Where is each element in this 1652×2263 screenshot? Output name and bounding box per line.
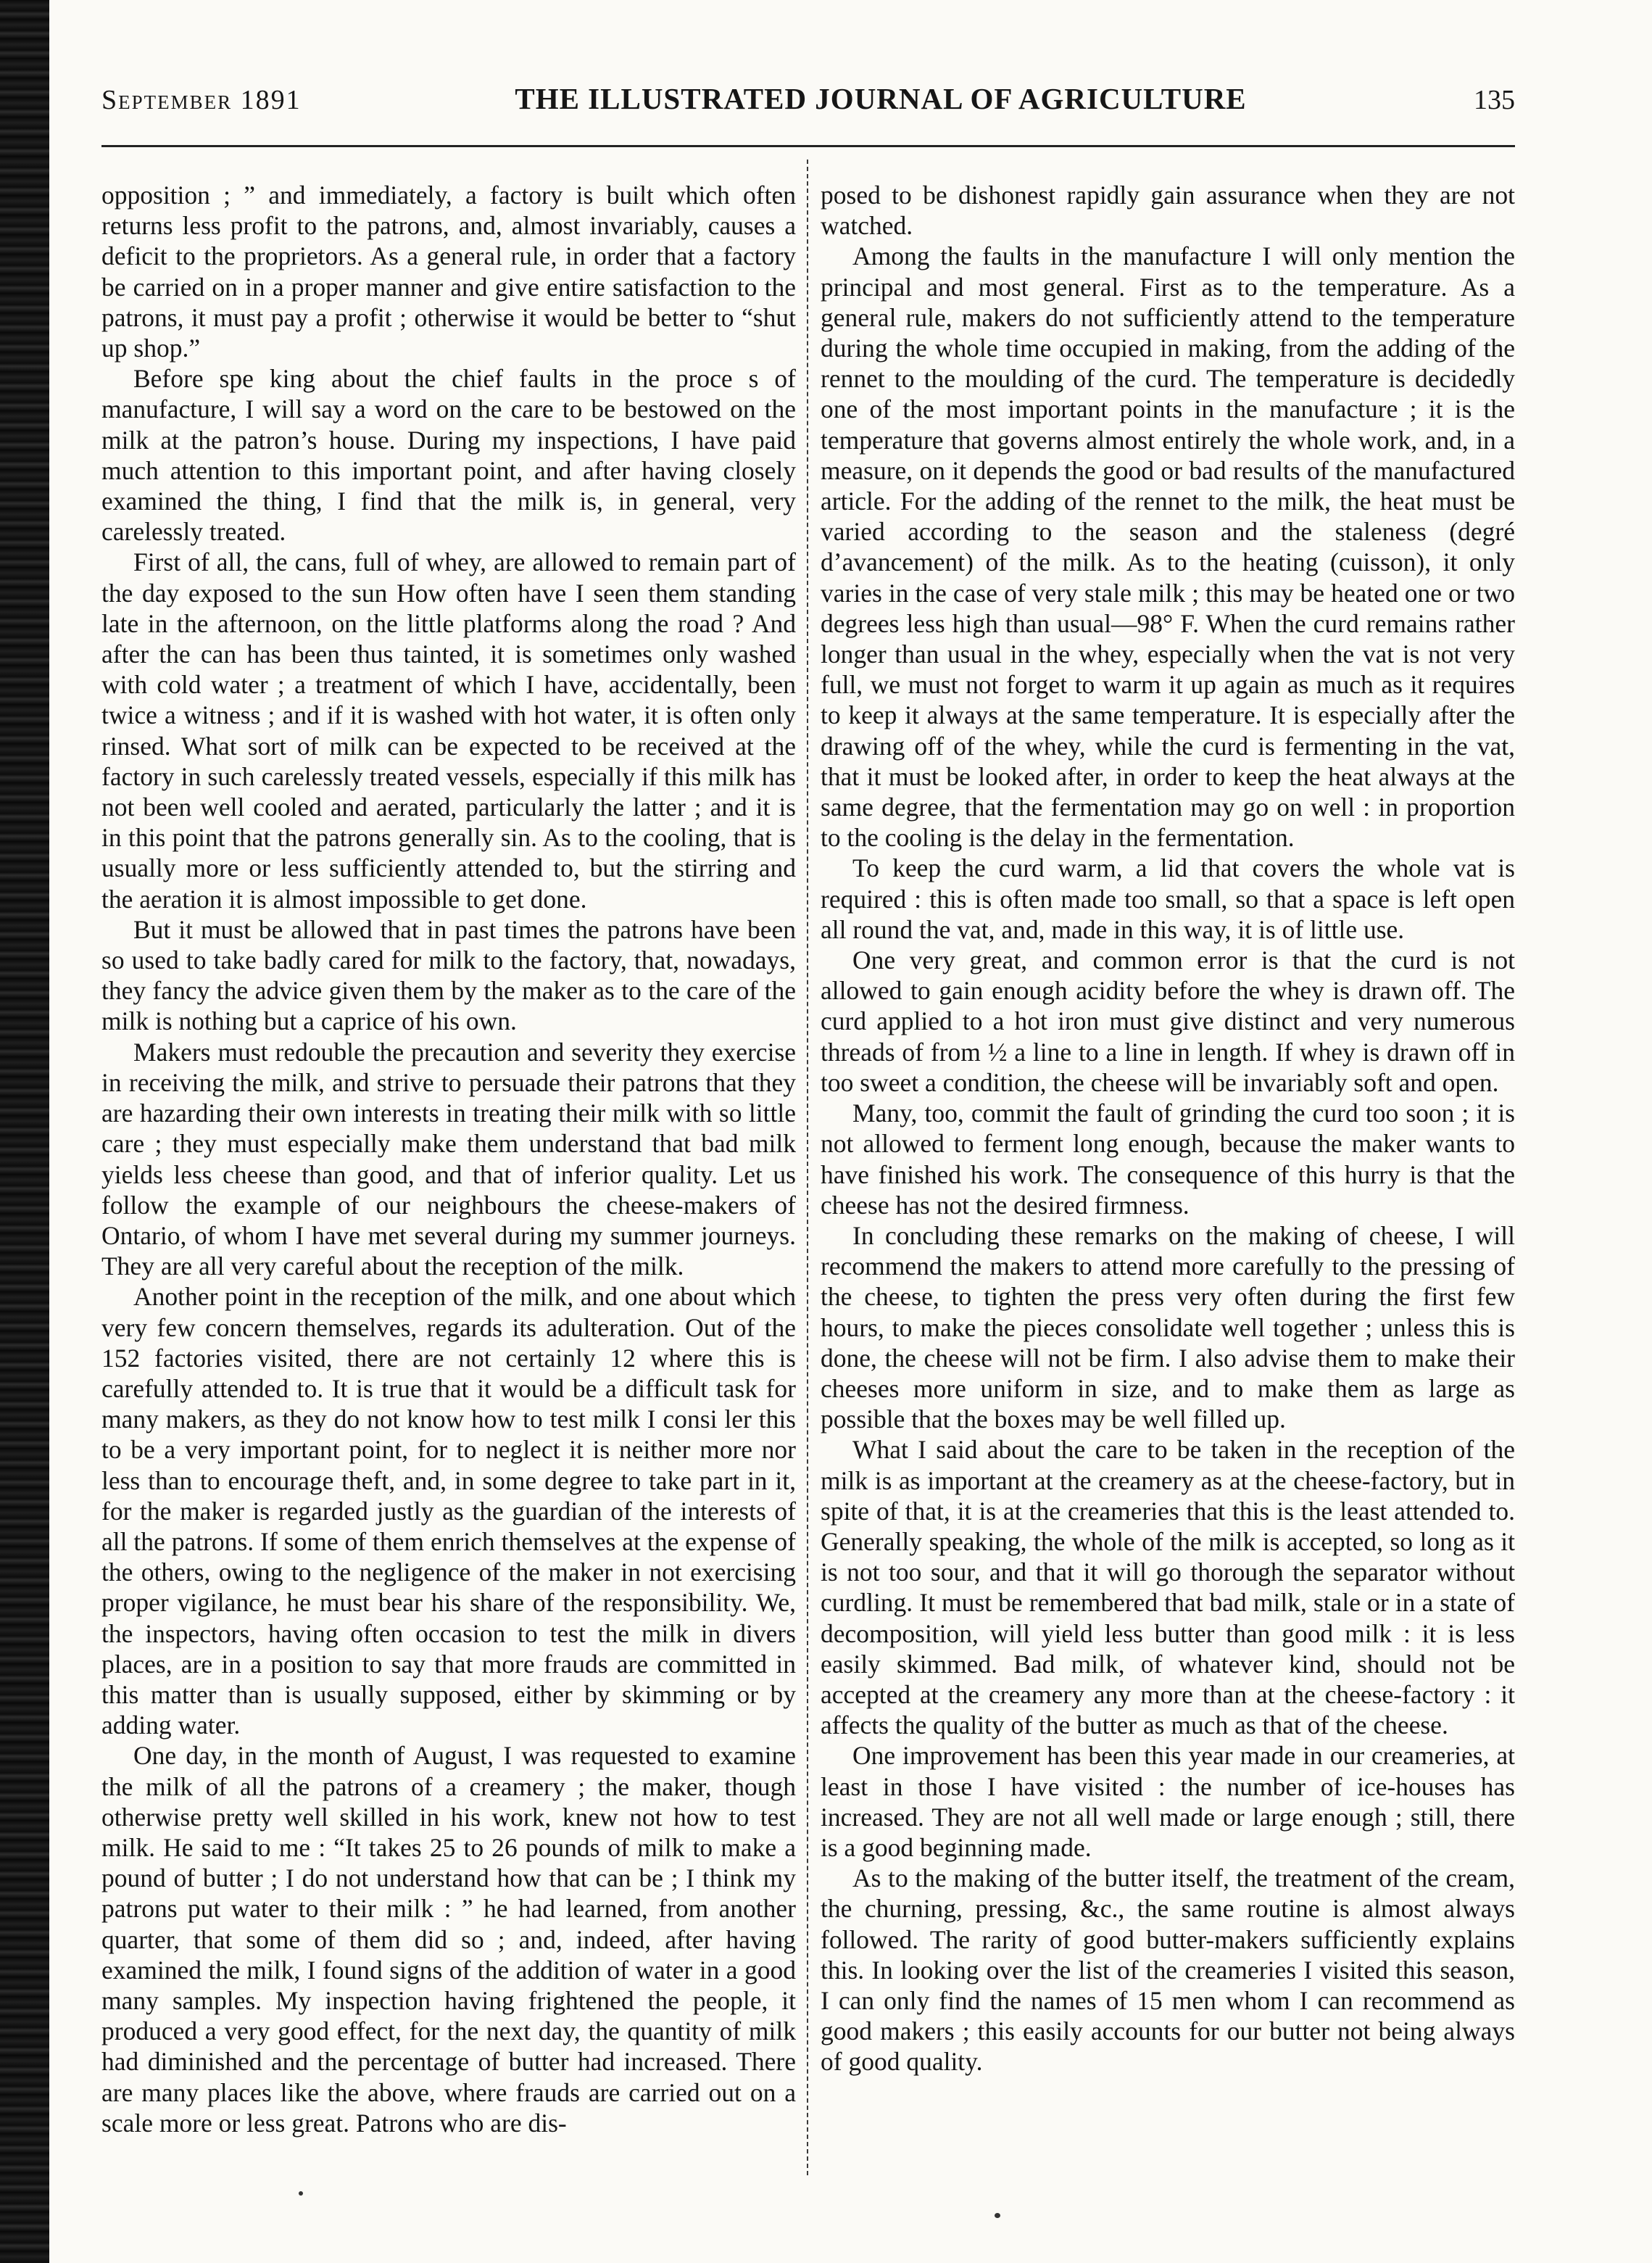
print-speck: [299, 2191, 303, 2196]
running-date: September 1891: [101, 85, 302, 115]
paragraph: One improvement has been this year made in our creameries, at least in those I have visited : the number of ice-houses has increased. They are not all well made or large enough ; still, there is a good beginning made.: [821, 1741, 1515, 1862]
paragraph: To keep the curd warm, a lid that covers the whole vat is required : this is often made too small, so that a space is left open all round the vat, and, made in this way, it is of little use.: [821, 853, 1515, 944]
paragraph: Before spe king about the chief faults in the proce s of manufacture, I will say a word on the care to be bestowed on the milk at the patron’s house. During my inspections, I have paid much attention to this important point, and after having closely examined the thing, I find that the milk is, in general, very carelessly treated.: [101, 364, 796, 547]
paragraph: But it must be allowed that in past times the patrons have been so used to take badly cared for milk to the factory, that, nowadays, they fancy the advice given them by the maker as to the care of the milk is nothing but a caprice of his own.: [101, 914, 796, 1036]
paragraph: One day, in the month of August, I was requested to examine the milk of all the patrons of a creamery ; the maker, though otherwise pretty well skilled in his work, knew not how to test milk. He said to me : “It takes 25 to 26 pounds of milk to make a pound of butter ; I do not understand how that can be ; I think my patrons put water to their milk : ” he had learned, from another quarter, that some of them did so ; and, indeed, after having examined the milk, I found signs of the addition of water in a good many samples. My inspection having frightened the people, it produced a very good effect, for the next day, the quantity of milk had diminished and the percentage of butter had increased. There are many places like the above, where frauds are carried out on a scale more or less great. Patrons who are dis-: [101, 1741, 796, 2138]
left-column: [101, 180, 796, 2167]
paragraph: opposition ; ” and immediately, a factory is built which often returns less profit to the patrons, and, almost invariably, causes a deficit to the proprietors. As a general rule, in order that a factory be carried on in a proper manner and give entire satisfaction to the patrons, it must pay a profit ; otherwise it would be better to “shut up shop.”: [101, 181, 796, 363]
paragraph: Among the faults in the manufacture I will only mention the principal and most general. First as to the temperature. As a general rule, makers do not sufficiently attend to the temperature during the whole time occupied in making, from the adding of the rennet to the moulding of the curd. The temperature is decidedly one of the most important points in the manufacture ; it is the temperature that governs almost entirely the whole work, and, in a measure, on it depends the good or bad results of the manufactured article. For the adding of the rennet to the milk, the heat must be varied according to the season and the staleness (degré d’avancement) of the milk. As to the heating (cuisson), it only varies in the case of very stale milk ; this may be heated one or two degrees less high than usual—98° F. When the curd remains rather longer than usual in the whey, especially when the vat is not very full, we must not forget to warm it up again as much as it requires to keep it always at the same temperature. It is especially after the drawing off of the whey, while the curd is fermenting in the vat, that it must be looked after, in order to keep the heat always at the same degree, that the fermentation may go on well : in proportion to the cooling is the delay in the fermentation.: [821, 241, 1515, 853]
paragraph: In concluding these remarks on the making of cheese, I will recommend the makers to attend more carefully to the pressing of the cheese, to tighten the press very often during the first few hours, to make the pieces consolidate well together ; unless this is done, the cheese will not be firm. I also advise them to make their cheeses more uniform in size, and to make them as large as possible that the boxes may be well filled up.: [821, 1220, 1515, 1434]
right-column: [821, 180, 1515, 2167]
paragraph: One very great, and common error is that the curd is not allowed to gain enough acidity before the whey is drawn off. The curd applied to a hot iron must give distinct and very numerous threads of from ½ a line to a line in length. If whey is drawn off in too sweet a condition, the cheese will be invariably soft and open.: [821, 946, 1515, 1097]
paragraph: What I said about the care to be taken in the reception of the milk is as important at the creamery as at the cheese-factory, but in spite of that, it is at the creameries that this is the least attended to. Generally speaking, the whole of the milk is accepted, so long as it is not too sour, and that it will go thorough the separator without curdling. It must be remembered that bad milk, stale or in a state of decomposition, will yield less butter than good milk : it is less easily skimmed. Bad milk, of whatever kind, should not be accepted at the creamery any more than at the cheese-factory : it affects the quality of the butter as much as that of the cheese.: [821, 1435, 1515, 1740]
paragraph: Makers must redouble the precaution and severity they exercise in receiving the milk, and strive to persuade their patrons that they are hazarding their own interests in treating their milk with so little care ; they must especially make them understand that bad milk yields less cheese than good, and that of inferior quality. Let us follow the example of our neighbours the cheese-makers of Ontario, of whom I have met several during my summer journeys. They are all very careful about the reception of the milk.: [101, 1037, 796, 1281]
page-number: 135: [1474, 85, 1515, 115]
paragraph: First of all, the cans, full of whey, are allowed to remain part of the day exposed to the sun How often have I seen them standing late in the afternoon, on the little platforms along the road ? And after the can has been thus tainted, it is sometimes only washed with cold water ; a treatment of which I have, accidentally, been twice a witness ; and if it is washed with hot water, it is often only rinsed. What sort of milk can be expected to be received at the factory in such carelessly treated vessels, especially if this milk has not been well cooled and aerated, particularly the latter ; and it is in this point that the patrons generally sin. As to the cooling, that is usually more or less sufficiently attended to, but the stirring and the aeration it is almost impossible to get done.: [101, 547, 796, 914]
binding-edge: [0, 0, 49, 2263]
paragraph: Many, too, commit the fault of grinding the curd too soon ; it is not allowed to ferment long enough, because the maker wants to have finished his work. The consequence of this hurry is that the cheese has not the desired firmness.: [821, 1099, 1515, 1220]
paragraph: Another point in the reception of the milk, and one about which very few concern themselves, regards its adulteration. Out of the 152 factories visited, there are not certainly 12 where this is carefully attended to. It is true that it would be a difficult task for many makers, as they do not know how to test milk I consi ler this to be a very important point, for to neglect it is neither more nor less than to encourage theft, and, in some degree to take part in it, for the maker is regarded justly as the guardian of the interests of all the patrons. If some of them enrich themselves at the expense of the others, owing to the negligence of the maker in not exercising proper vigilance, he must bear his share of the responsibility. We, the inspectors, having often occasion to test the milk in divers places, are in a position to say that more frauds are committed in this matter than is usually supposed, either by skimming or by adding water.: [101, 1282, 796, 1740]
running-header: [101, 81, 1515, 126]
journal-title: THE ILLUSTRATED JOURNAL OF AGRICULTURE: [515, 82, 1247, 115]
column-divider: [807, 160, 808, 2175]
header-rule: [101, 145, 1515, 147]
paragraph: posed to be dishonest rapidly gain assurance when they are not watched.: [821, 181, 1515, 241]
print-speck: [995, 2213, 1000, 2218]
paragraph: As to the making of the butter itself, the treatment of the cream, the churning, pressing, &c., the same routine is almost always followed. The rarity of good butter-makers sufficiently explains this. In looking over the list of the creameries I visited this season, I can only find the names of 15 men whom I can recommend as good makers ; this easily accounts for our butter not being always of good quality.: [821, 1863, 1515, 2077]
